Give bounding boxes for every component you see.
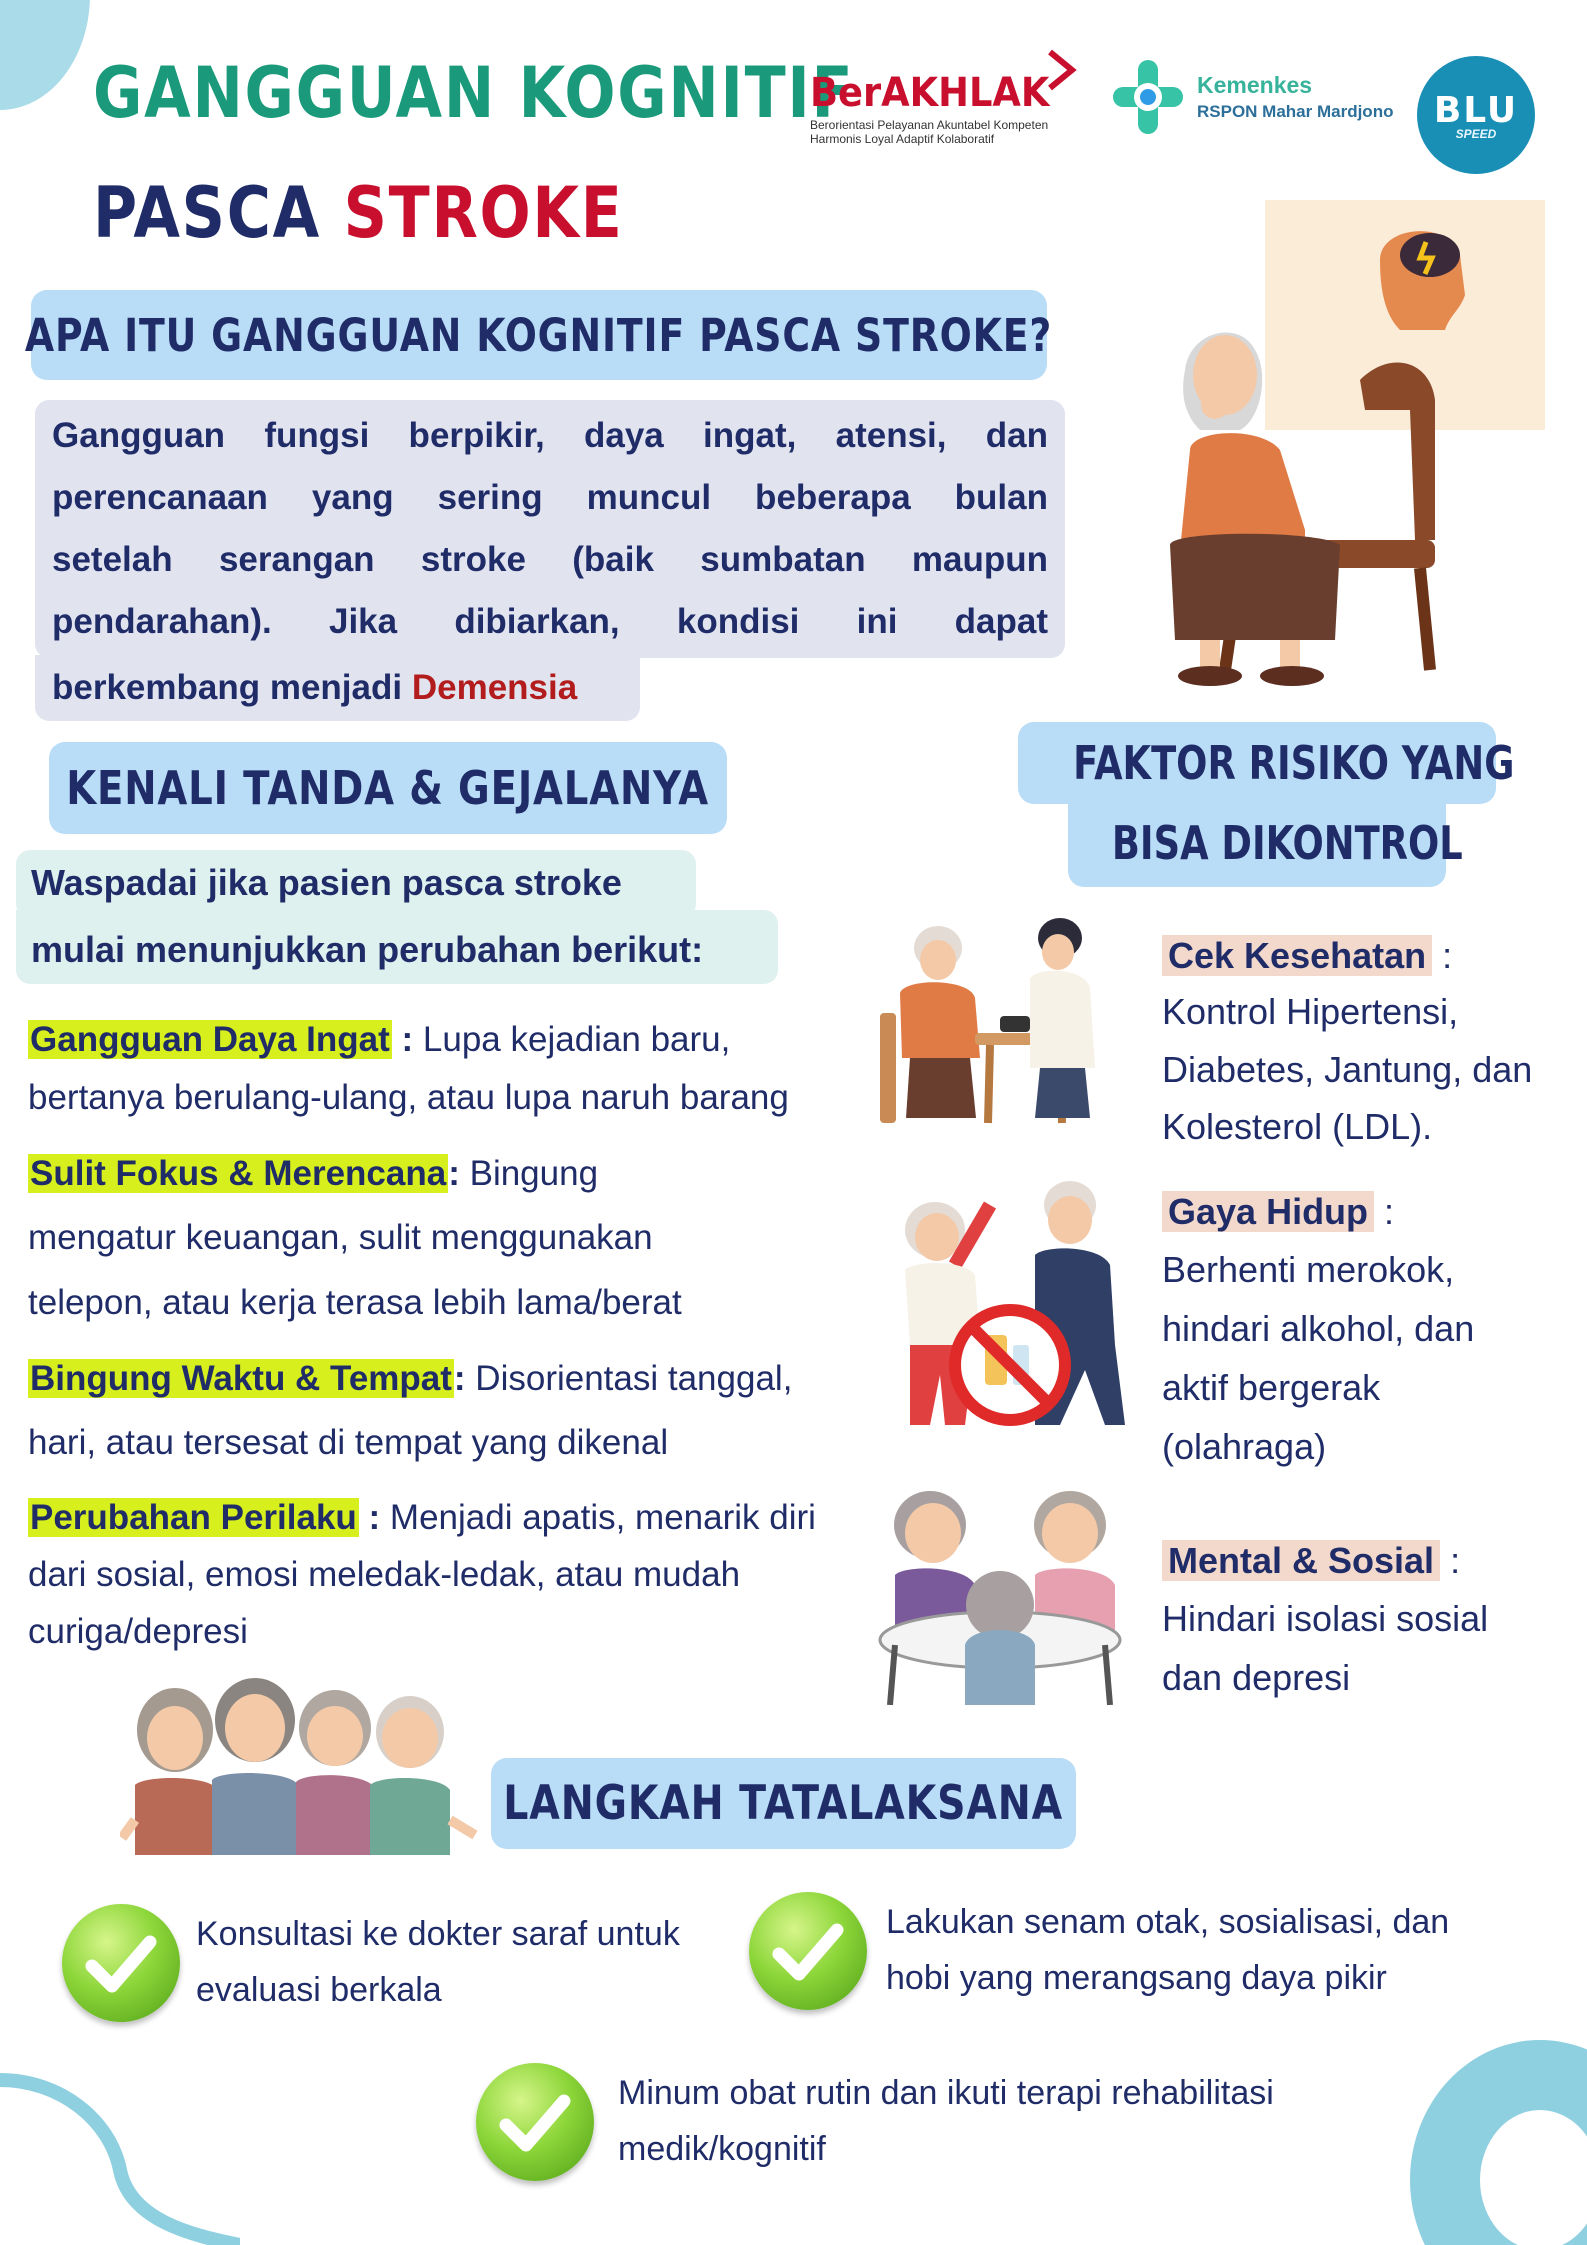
berakhlak-tagline-2: Harmonis Loyal Adaptif Kolaboratif — [810, 132, 995, 146]
risk-factor-title — [1162, 928, 1452, 984]
symptom-desc: Lupa kejadian baru, — [413, 1020, 731, 1059]
symptom-desc-line: telepon, atau kerja terasa lebih lama/berat — [28, 1283, 682, 1322]
risk-factor-desc: hindari alkohol, dan — [1162, 1308, 1475, 1349]
kemenkes-emblem-icon — [1113, 60, 1183, 134]
symptom-desc-line: dari sosial, emosi meledak-ledak, atau mudah — [28, 1555, 741, 1594]
no-alcohol-icon — [955, 1310, 1065, 1420]
risk-heading-text: BISA DIKONTROL — [1111, 816, 1463, 870]
berakhlak-chevron-icon — [1042, 48, 1082, 92]
blu-speed-logo — [1417, 56, 1535, 174]
definition-last-line — [52, 657, 577, 719]
symptom-separator: : — [448, 1154, 460, 1193]
symptom-label: Sulit Fokus & Merencana — [30, 1154, 447, 1193]
symptom-separator: : — [453, 1359, 466, 1398]
brain-icon — [1380, 231, 1465, 330]
symptom-separator: : — [358, 1498, 381, 1537]
symptom-desc: Menjadi apatis, menarik diri — [380, 1498, 816, 1537]
title-pasca: PASCA — [93, 172, 344, 254]
definition-heading-pill — [25, 290, 1053, 380]
management-step-line: medik/kognitif — [618, 2130, 826, 2168]
symptoms-heading: KENALI TANDA & GEJALANYA — [66, 761, 710, 815]
corner-decoration-top-left — [0, 0, 90, 110]
symptom-desc: Bingung — [459, 1154, 599, 1193]
berakhlak-logo — [810, 70, 1110, 160]
symptoms-intro-line1: Waspadai jika pasien pasca stroke — [31, 862, 622, 903]
symptom-item — [28, 1351, 792, 1407]
risk-factor-label: Cek Kesehatan — [1162, 935, 1432, 976]
risk-factor-desc: Berhenti merokok, — [1162, 1249, 1455, 1290]
definition-line: pendarahan). Jika dibiarkan, kondisi ini dapat — [52, 602, 1048, 641]
symptom-label: Gangguan Daya Ingat — [30, 1020, 390, 1059]
definition-heading: APA ITU GANGGUAN KOGNITIF PASCA STROKE? — [25, 308, 1053, 362]
blu-text: BLU — [1433, 89, 1519, 131]
symptom-desc: Disorientasi tanggal, — [465, 1359, 793, 1398]
risk-heading-line1 — [1018, 736, 1515, 790]
management-heading-pill — [491, 1758, 1076, 1849]
risk-factor-desc: aktif bergerak — [1162, 1367, 1381, 1408]
management-step-line: Minum obat rutin dan ikuti terapi rehabilitasi — [618, 2074, 1274, 2112]
risk-factor-separator: : — [1374, 1191, 1395, 1232]
berakhlak-tagline-1: Berorientasi Pelayanan Akuntabel Kompeten — [810, 118, 1049, 132]
definition-text — [52, 405, 1048, 653]
management-step-line: hobi yang merangsang daya pikir — [886, 1959, 1387, 1997]
page-title-line1: GANGGUAN KOGNITIF — [93, 52, 855, 134]
risk-factor-desc: Kontrol Hipertensi, — [1162, 991, 1459, 1032]
risk-factor-separator: : — [1432, 935, 1453, 976]
symptom-label: Perubahan Perilaku — [30, 1498, 357, 1537]
blu-speed-text: SPEED — [1455, 126, 1497, 141]
social-group-illustration — [875, 1475, 1140, 1705]
risk-factor-label: Gaya Hidup — [1162, 1191, 1374, 1232]
symptom-desc-line: hari, atau tersesat di tempat yang dikenal — [28, 1423, 669, 1462]
check-icon — [476, 2063, 594, 2181]
symptom-item — [28, 1490, 816, 1546]
risk-factor-title — [1162, 1184, 1394, 1240]
kemenkes-name: Kemenkes — [1197, 72, 1313, 98]
corner-decoration-bottom-right — [1410, 2040, 1587, 2245]
risk-factor-desc: (olahraga) — [1162, 1426, 1327, 1467]
elderly-group-illustration — [120, 1670, 480, 1855]
management-heading: LANGKAH TATALAKSANA — [503, 1776, 1064, 1831]
doctor-checkup-illustration — [880, 918, 1130, 1133]
risk-factor-desc: dan depresi — [1162, 1657, 1351, 1698]
management-step — [196, 1906, 680, 2018]
symptoms-heading-pill — [49, 742, 727, 834]
symptom-label: Bingung Waktu & Tempat — [30, 1359, 452, 1398]
symptom-item — [28, 1012, 730, 1068]
management-step-line: evaluasi berkala — [196, 1971, 442, 2009]
berakhlak-wordmark: BerAKHLAK — [810, 70, 1050, 116]
risk-factor-desc: Kolesterol (LDL). — [1162, 1106, 1433, 1147]
symptom-separator: : — [391, 1020, 414, 1059]
symptom-desc-line: bertanya berulang-ulang, atau lupa naruh barang — [28, 1078, 789, 1117]
demensia-highlight: Demensia — [411, 668, 578, 707]
check-icon — [749, 1892, 867, 2010]
check-icon — [62, 1904, 180, 2022]
symptom-desc-line: curiga/depresi — [28, 1612, 248, 1651]
definition-line: Gangguan fungsi berpikir, daya ingat, atensi, dan — [52, 416, 1048, 455]
risk-heading-line2 — [1068, 816, 1463, 870]
page-title-line2 — [93, 172, 624, 254]
exercise-illustration — [885, 1175, 1145, 1445]
management-step — [618, 2065, 1274, 2177]
symptom-item — [28, 1146, 598, 1202]
management-step-line: Konsultasi ke dokter saraf untuk — [196, 1915, 680, 1953]
management-step-line: Lakukan senam otak, sosialisasi, dan — [886, 1903, 1450, 1941]
definition-last-prefix: berkembang menjadi — [52, 668, 412, 707]
title-stroke: STROKE — [343, 172, 624, 254]
risk-factor-desc: Diabetes, Jantung, dan — [1162, 1049, 1533, 1090]
corner-wave-bottom-left — [0, 2060, 240, 2245]
risk-factor-desc: Hindari isolasi sosial — [1162, 1598, 1489, 1639]
definition-line: setelah serangan stroke (baik sumbatan maupun — [52, 540, 1048, 579]
kemenkes-logo — [1113, 60, 1413, 140]
definition-line: perencanaan yang sering muncul beberapa bulan — [52, 478, 1048, 517]
symptoms-intro-line2: mulai menunjukkan perubahan berikut: — [31, 929, 704, 970]
risk-factor-label: Mental & Sosial — [1162, 1540, 1440, 1581]
risk-heading-text: FAKTOR RISIKO YANG — [1073, 736, 1515, 790]
management-step — [886, 1894, 1449, 2006]
risk-factor-title — [1162, 1533, 1460, 1589]
symptom-desc-line: mengatur keuangan, sulit menggunakan — [28, 1218, 653, 1257]
rspon-name: RSPON Mahar Mardjono — [1197, 102, 1394, 121]
elderly-woman-chair-illustration — [1130, 200, 1550, 700]
risk-factor-separator: : — [1440, 1540, 1461, 1581]
